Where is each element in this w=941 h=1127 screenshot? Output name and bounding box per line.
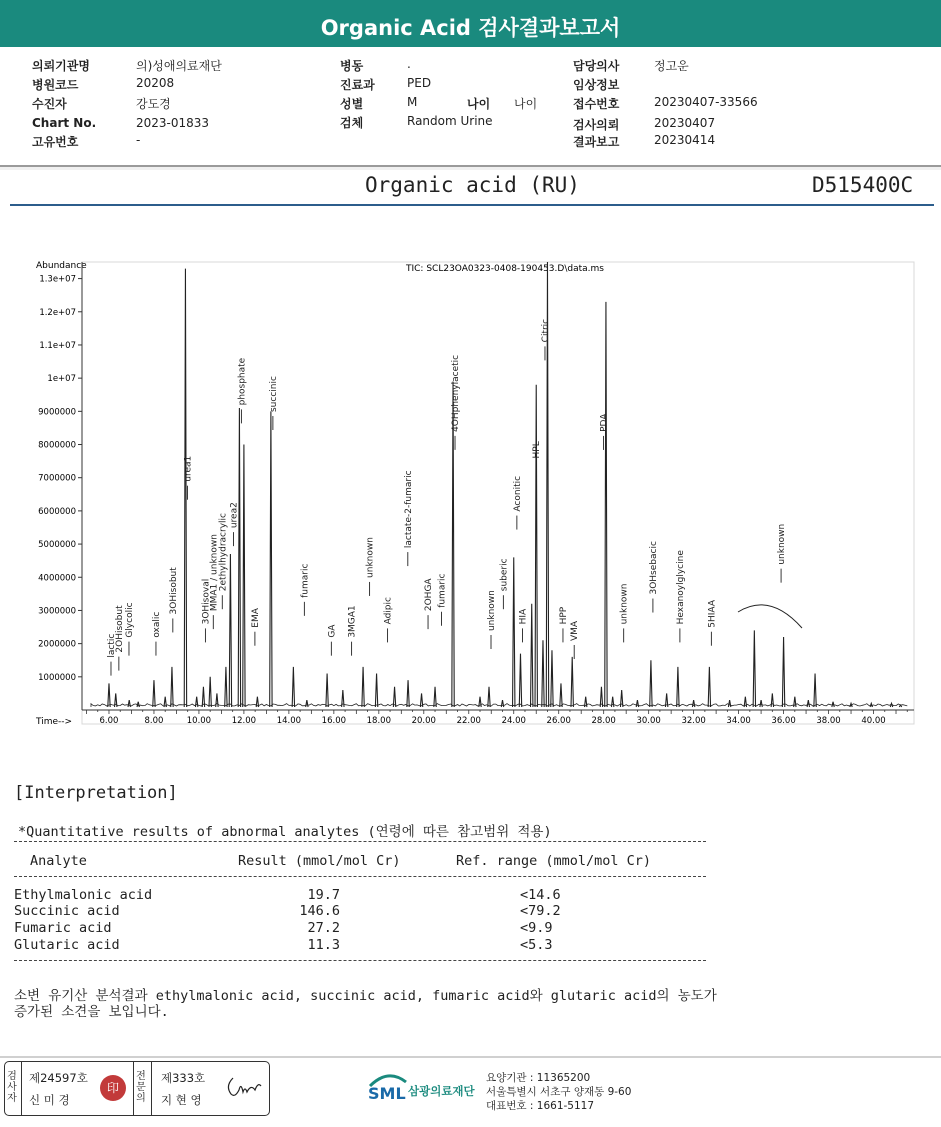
chromatogram-peak <box>814 673 816 707</box>
field-value: 20230414 <box>654 133 716 147</box>
annotation-label: succinic <box>268 376 279 413</box>
chromatogram-peak <box>326 673 328 707</box>
field-label: Chart No. <box>32 116 97 130</box>
chromatogram-peak <box>115 693 117 707</box>
annotation-label: oxalic <box>151 611 162 638</box>
annotation-label: Hexanoylglycine <box>675 550 686 625</box>
y-tick-label: 1000000 <box>38 672 76 683</box>
peak-annotation <box>518 608 528 642</box>
analyte-name: Fumaric acid <box>14 920 112 936</box>
conclusion-text <box>14 988 717 1020</box>
x-tick-label: 38.00 <box>816 716 841 726</box>
x-tick-label: 34.00 <box>726 716 751 726</box>
annotation-label: 2OHisobut <box>114 605 125 653</box>
chromatogram-peak <box>128 700 130 707</box>
peak-annotation <box>169 567 179 633</box>
conclusion-line: 증가된 소견을 보입니다. <box>14 1004 169 1020</box>
field-label: 병동 <box>340 59 364 73</box>
annotation-label: HPP <box>558 606 569 625</box>
field-value: 정고운 <box>654 59 689 73</box>
x-tick-label: 18.00 <box>366 716 391 726</box>
chromatogram-peak <box>782 637 784 707</box>
x-tick-label: 10.00 <box>186 716 212 726</box>
chromatogram-peak <box>209 677 211 707</box>
field-value: 20230407 <box>654 116 716 130</box>
peak-annotation <box>327 624 337 656</box>
field-value: Random Urine <box>407 114 493 128</box>
annotation-label: fumaric <box>300 563 311 598</box>
chromatogram-peak <box>375 673 377 707</box>
analyte-ref: <5.3 <box>520 937 553 953</box>
field-value: 2023-01833 <box>136 116 210 130</box>
field-label: 의뢰기관명 <box>32 59 90 73</box>
table-rule <box>14 960 706 961</box>
annotation-label: lactic <box>106 633 117 658</box>
annotation-label: 5HIAA <box>707 599 718 628</box>
chromatogram-peak <box>216 693 218 707</box>
peak-annotation <box>620 583 630 642</box>
field-label: 임상정보 <box>573 78 620 92</box>
y-tick-label: 6000000 <box>38 506 76 517</box>
chromatogram-peak <box>393 687 395 707</box>
y-tick-label: 8000000 <box>38 440 76 451</box>
x-tick-label: 28.00 <box>591 716 616 726</box>
annotation-label: fumaric <box>437 573 448 608</box>
analyte-result: 19.7 <box>307 887 340 903</box>
address: 서울특별시 서초구 양재동 9-60 <box>486 1086 632 1098</box>
field-label: 검체 <box>340 116 364 130</box>
specialist-label: 전문의 <box>136 1071 146 1104</box>
analyte-result: 11.3 <box>307 937 340 953</box>
sml-logo-icon <box>366 1068 410 1108</box>
chromatogram-peak <box>692 700 694 707</box>
chromatogram-peak <box>771 693 773 707</box>
annotation-label: HIA <box>518 608 529 625</box>
annotation-label: Adipic <box>383 597 394 625</box>
field-value: 의)성애의료재단 <box>136 59 222 73</box>
analyte-name: Ethylmalonic acid <box>14 887 153 903</box>
chromatogram-peak <box>611 697 613 707</box>
field-value: M <box>407 95 418 109</box>
chromatogram-peak <box>542 640 544 707</box>
chromatogram-peak <box>501 700 503 707</box>
field-value: PED <box>407 76 432 90</box>
unknown-bracket <box>738 605 802 628</box>
report-title: Organic Acid 검사결과보고서 <box>320 16 621 40</box>
chromatogram-peak <box>225 667 227 707</box>
peak-annotation <box>559 606 569 642</box>
peak-annotation <box>513 476 523 530</box>
annotation-label: 3OHisobut <box>168 567 179 615</box>
peak-annotation <box>404 470 414 566</box>
chromatogram-peak <box>677 667 679 707</box>
chromatogram-peak <box>753 630 755 707</box>
y-tick-label: 1.1e+07 <box>39 340 76 351</box>
institution-number: 요양기관 : 11365200 <box>486 1072 591 1084</box>
x-tick-label: 20.00 <box>411 716 436 726</box>
annotation-label: urea1 <box>183 455 194 482</box>
field-value: 강도경 <box>136 97 171 111</box>
peak-annotation <box>384 597 394 642</box>
interpretation-heading: [Interpretation] <box>14 783 178 803</box>
field-label: 접수번호 <box>573 97 620 111</box>
field-value: 20230407-33566 <box>654 95 758 109</box>
signature-box <box>4 1061 270 1116</box>
chromatogram-peak <box>551 650 553 707</box>
x-tick-label: 22.00 <box>456 716 481 726</box>
column-header-result: Result (mmol/mol Cr) <box>238 853 401 869</box>
peak-annotation <box>649 541 659 612</box>
chromatogram-peak <box>890 703 892 707</box>
chromatogram-peak <box>306 700 308 707</box>
field-label: 진료과 <box>340 78 375 92</box>
field-label: 수진자 <box>32 97 67 111</box>
y-axis-label: Abundance <box>36 261 87 271</box>
analyte-ref: <79.2 <box>520 903 561 919</box>
chromatogram-peak <box>807 700 809 707</box>
examiner-label: 검사자 <box>7 1071 17 1104</box>
chromatogram-peak <box>342 690 344 707</box>
field-value: - <box>136 133 141 147</box>
chromatogram-peak <box>760 700 762 707</box>
chromatogram-peak <box>650 660 652 707</box>
signature-icon <box>223 1072 263 1102</box>
annotation-label: 4OHphenylacetic <box>451 354 462 432</box>
x-tick-label: 8.00 <box>144 716 164 726</box>
peak-annotation <box>125 602 135 655</box>
field-label: 고유번호 <box>32 135 79 149</box>
y-tick-label: 1.2e+07 <box>39 307 76 318</box>
annotation-label: 2ethylhydracrylic <box>218 512 229 592</box>
x-tick-label: 26.00 <box>546 716 571 726</box>
peak-annotation <box>499 558 509 609</box>
peak-annotation <box>152 612 162 656</box>
y-tick-label: 9000000 <box>38 407 76 418</box>
annotation-label: unknown <box>487 590 498 632</box>
peak-annotation <box>366 537 376 596</box>
peak-annotation <box>300 563 310 615</box>
chromatogram-peak <box>407 680 409 707</box>
chromatogram-peak <box>153 680 155 707</box>
annotation-label: phosphate <box>237 357 248 406</box>
specialist-name: 지 현 영 <box>161 1093 202 1107</box>
peak-annotation <box>541 319 551 361</box>
page-title: Organic acid (RU) <box>365 173 580 197</box>
annotation-label: GA <box>327 624 338 638</box>
y-tick-label: 1e+07 <box>47 374 76 385</box>
patient-info-header <box>0 47 941 167</box>
peak-annotation <box>487 590 497 649</box>
column-header-analyte: Analyte <box>30 853 87 869</box>
annotation-label: 3OHsebacic <box>648 541 659 595</box>
x-tick-label: 40.00 <box>861 716 886 726</box>
peak-annotation <box>438 573 448 625</box>
chromatogram-peak <box>513 557 515 707</box>
annotation-label: 3MGA1 <box>347 605 358 638</box>
annotation-label: HPL <box>531 441 542 459</box>
chromatogram-peak <box>560 683 562 707</box>
annotation-label: unknown <box>619 583 630 625</box>
annotation-label: suberic <box>499 558 510 592</box>
analyte-ref: <14.6 <box>520 887 561 903</box>
chromatogram-peak <box>362 667 364 707</box>
peak-annotation <box>218 513 228 609</box>
title-underline <box>10 204 934 206</box>
chromatogram-peak <box>519 654 521 707</box>
chromatogram-peak <box>238 408 240 707</box>
chromatogram-peak <box>832 702 834 707</box>
analyte-ref: <9.9 <box>520 920 553 936</box>
annotation-label: 3OHisoval <box>201 578 212 625</box>
annotation-label: 2OHGA <box>424 578 435 612</box>
chart-title: TIC: SCL23OA0323-0408-190453.D\data.ms <box>406 264 604 274</box>
annotation-label: PDA <box>599 413 610 432</box>
annotation-label: Aconitic <box>512 475 523 512</box>
age-value: 나이 <box>514 97 538 111</box>
title-band <box>0 0 941 47</box>
y-tick-label: 3000000 <box>38 606 76 617</box>
specialist-license: 제333호 <box>161 1071 206 1085</box>
y-tick-label: 4000000 <box>38 573 76 584</box>
field-value: 20208 <box>136 76 175 90</box>
x-tick-label: 24.00 <box>501 716 526 726</box>
analyte-name: Glutaric acid <box>14 937 120 953</box>
field-label: 담당의사 <box>573 59 620 73</box>
x-tick-label: 14.00 <box>276 716 302 726</box>
field-label: 검사의뢰 <box>573 118 620 132</box>
chromatogram-peak <box>243 445 245 707</box>
annotation-label: unknown <box>777 523 788 565</box>
lab-name: 삼광의료재단 <box>408 1084 475 1098</box>
divider <box>0 167 941 170</box>
x-tick-label: 30.00 <box>636 716 661 726</box>
analyte-result: 27.2 <box>307 920 340 936</box>
chromatogram-peak <box>195 697 197 707</box>
peak-annotation <box>348 605 358 655</box>
analyte-name: Succinic acid <box>14 903 120 919</box>
annotation-label: MMA1 / unknown <box>209 534 220 612</box>
annotation-label: urea2 <box>229 502 240 529</box>
chromatogram-peak <box>531 604 533 707</box>
chromatogram-peak <box>171 667 173 707</box>
chromatogram-peak <box>229 554 231 707</box>
peak-annotation <box>115 605 125 671</box>
chromatogram-peak <box>108 683 110 707</box>
chromatogram-peak <box>164 697 166 707</box>
x-tick-label: 36.00 <box>771 716 796 726</box>
x-tick-label: 6.00 <box>99 716 119 726</box>
quantitative-note: *Quantitative results of abnormal analytes (연령에 따른 참고범위 적용) <box>18 824 552 840</box>
chromatogram-peak <box>728 700 730 707</box>
chromatogram-peak <box>535 385 537 707</box>
lab-abbr: SML <box>368 1084 406 1103</box>
y-tick-label: 2000000 <box>38 639 76 650</box>
lab-logo <box>366 1068 482 1108</box>
conclusion-line: 소변 유기산 분석결과 ethylmalonic acid, succinic acid, fumaric acid와 glutaric acid의 농도가 <box>14 988 717 1004</box>
page-code: D515400C <box>812 173 914 197</box>
chromatogram-chart <box>30 252 920 737</box>
x-tick-label: 16.00 <box>321 716 347 726</box>
annotation-label: Glycolic <box>124 602 135 638</box>
table-rule <box>14 841 706 842</box>
chart-frame <box>82 262 914 724</box>
field-label: 성별 <box>340 97 364 111</box>
chromatogram-peak <box>434 687 436 707</box>
y-tick-label: 5000000 <box>38 540 76 551</box>
field-value: . <box>407 57 411 71</box>
table-rule <box>14 876 706 877</box>
phone: 대표번호 : 1661-5117 <box>486 1100 595 1112</box>
y-tick-label: 7000000 <box>38 473 76 484</box>
y-tick-label: 1.3e+07 <box>39 274 76 285</box>
x-axis-label: Time--> <box>36 717 73 727</box>
peak-annotation <box>599 413 609 450</box>
chromatogram-peak <box>420 693 422 707</box>
peak-annotation <box>676 550 686 643</box>
chromatogram-peak <box>708 667 710 707</box>
field-label: 병원코드 <box>32 78 79 92</box>
annotation-label: lactate-2-fumaric <box>403 470 414 549</box>
annotation-label: EMA <box>250 608 261 628</box>
x-tick-label: 12.00 <box>231 716 257 726</box>
chromatogram-peak <box>571 657 573 707</box>
chromatogram-peak <box>270 411 272 707</box>
chromatogram-peak <box>488 687 490 707</box>
x-tick-label: 32.00 <box>681 716 706 726</box>
seal-icon: 印 <box>100 1075 126 1101</box>
peak-annotation <box>570 620 580 659</box>
chromatogram-peak <box>184 269 186 707</box>
analyte-result: 146.6 <box>299 903 340 919</box>
chromatogram-peak <box>605 302 607 707</box>
peak-annotation <box>424 578 434 630</box>
examiner-name: 신 미 경 <box>29 1093 70 1107</box>
peak-annotation <box>230 502 240 546</box>
annotation-label: Citric <box>540 318 551 343</box>
annotation-label: unknown <box>365 537 376 578</box>
column-header-ref: Ref. range (mmol/mol Cr) <box>456 853 652 869</box>
chromatogram-peak <box>850 703 852 707</box>
field-label: 결과보고 <box>573 135 620 149</box>
annotation-label: VMA <box>570 620 581 641</box>
peak-annotation <box>777 524 787 583</box>
peak-annotation <box>707 599 717 646</box>
peak-annotation <box>251 607 261 645</box>
chromatogram-peak <box>292 667 294 707</box>
age-label: 나이 <box>467 97 491 111</box>
examiner-license: 제24597호 <box>29 1071 88 1085</box>
chromatogram-peak <box>870 703 872 707</box>
chromatogram-peak <box>636 700 638 707</box>
